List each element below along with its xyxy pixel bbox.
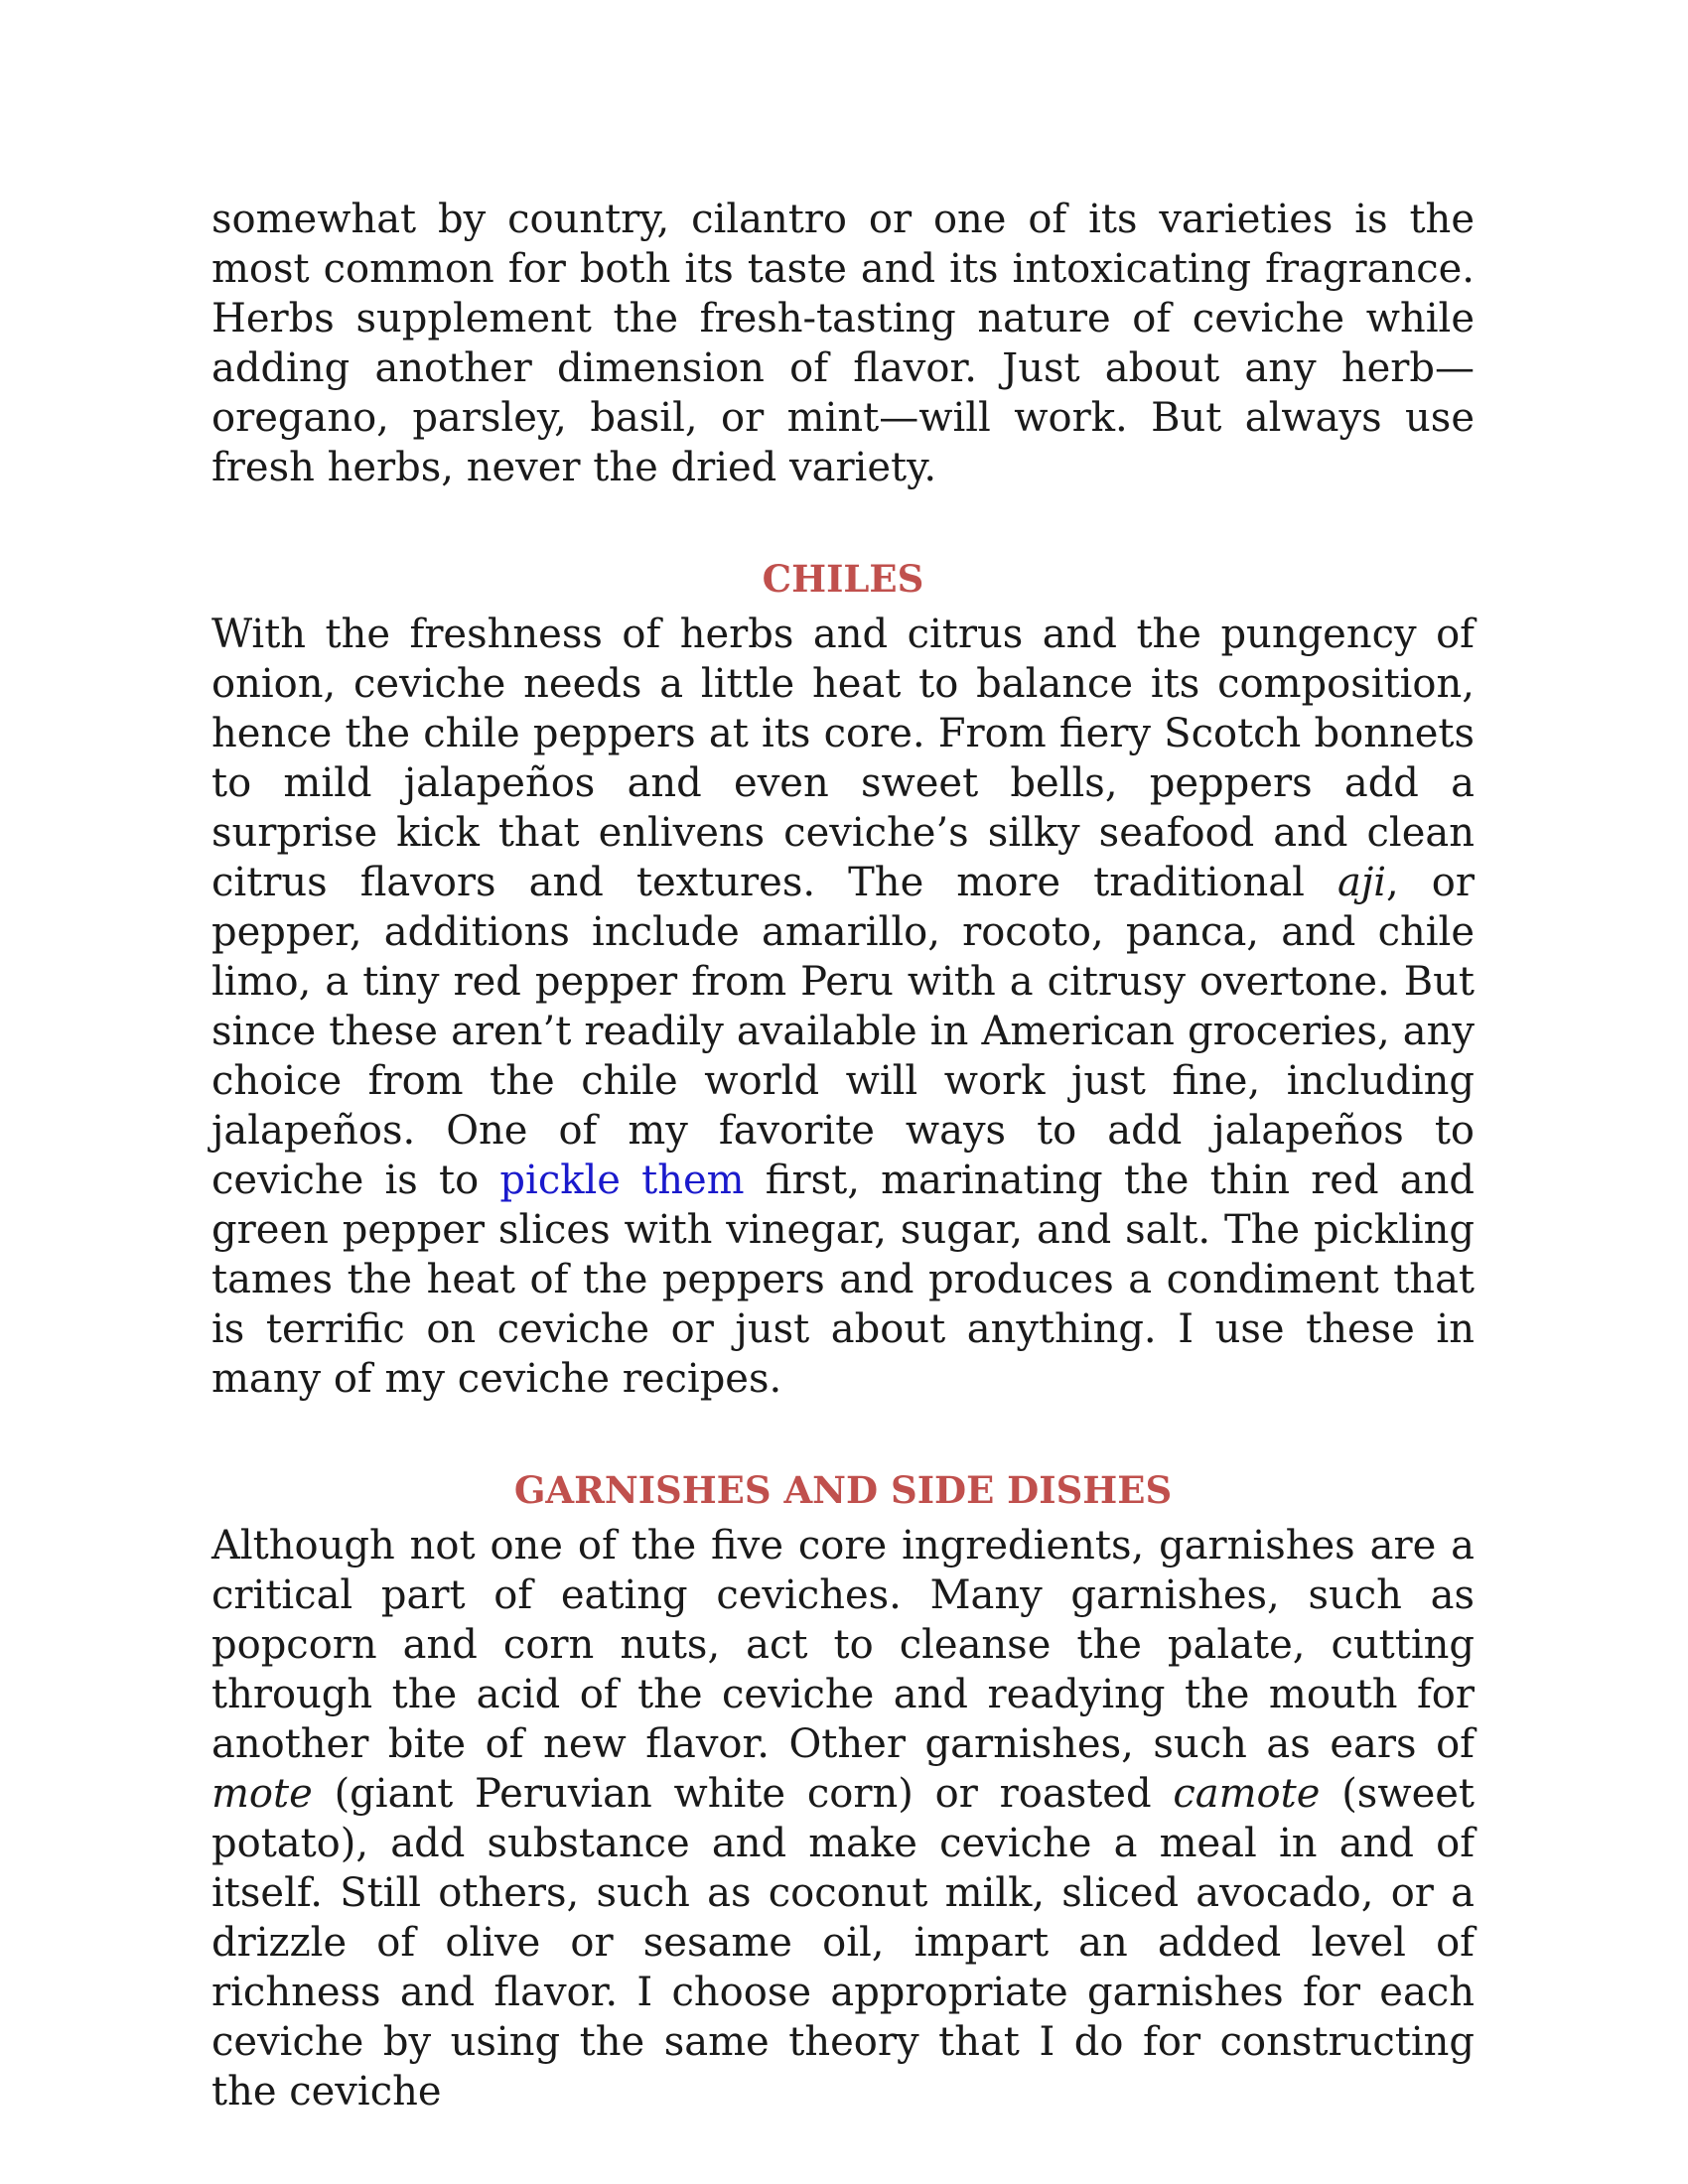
spacer: [211, 492, 1475, 554]
page-content: [211, 195, 1475, 2116]
garnishes-text-part-2: (giant Peruvian white corn) or roasted: [312, 1771, 1174, 1817]
garnishes-text-part-1: Although not one of the five core ingredients, garnishes are a critical part of eating ceviches. Many garnishes, such as popcorn and corn nuts, act to cleanse the palate, cutting through the acid of the ceviche and readying the mouth for another bite of new flavor. Other garnishes, such as ears of: [211, 1523, 1475, 1767]
chiles-paragraph: [211, 610, 1475, 1404]
garnishes-paragraph: [211, 1521, 1475, 2116]
spacer: [211, 1404, 1475, 1465]
chiles-text-part-3: first, marinating the thin red and green pepper slices with vinegar, sugar, and salt. The pickling tames the heat of the peppers and produces a condiment that is terrific on ceviche or just about anything. I use these in many of my ceviche recipes.: [211, 1158, 1476, 1402]
garnishes-text-part-3: (sweet potato), add substance and make ceviche a meal in and of itself. Still others, such as coconut milk, sliced avocado, or a drizzle of olive or sesame oil, impart an added level of richness and flavor. I choose appropriate garnishes for each ceviche by using the same theory that I do for constructing the ceviche: [211, 1771, 1475, 2115]
garnishes-italic-camote: camote: [1173, 1771, 1321, 1817]
garnishes-italic-mote: mote: [211, 1771, 313, 1817]
section-heading-chiles: CHILES: [762, 557, 924, 601]
chiles-text-part-1: With the freshness of herbs and citrus and the pungency of onion, ceviche needs a little heat to balance its composition, hence the chile peppers at its core. From fiery Scotch bonnets to mild jalapeños and even sweet bells, peppers add a surprise kick that enlivens ceviche’s silky seafood and clean citrus flavors and textures. The more traditional: [211, 612, 1475, 905]
intro-text: somewhat by country, cilantro or one of its varieties is the most common for both its taste and its intoxicating fragrance. Herbs supplement the fresh-tasting nature of ceviche while adding another dimension of flavor. Just about any herb—oregano, parsley, basil, or mint—will work. But always use fresh herbs, never the dried variety.: [211, 197, 1475, 490]
section-heading-garnishes: GARNISHES AND SIDE DISHES: [513, 1468, 1173, 1512]
chiles-italic-aji: aji: [1336, 860, 1387, 905]
chiles-text-part-2: , or pepper, additions include amarillo, rocoto, panca, and chile limo, a tiny red pepper from Peru with a citrusy overtone. But since these aren’t readily available in American groceries, any choice from the chile world will work just fine, including jalapeños. One of my favorite ways to add jalapeños to ceviche is to: [211, 860, 1475, 1203]
intro-paragraph: [211, 195, 1475, 492]
pickle-them-link[interactable]: pickle them: [499, 1158, 745, 1203]
